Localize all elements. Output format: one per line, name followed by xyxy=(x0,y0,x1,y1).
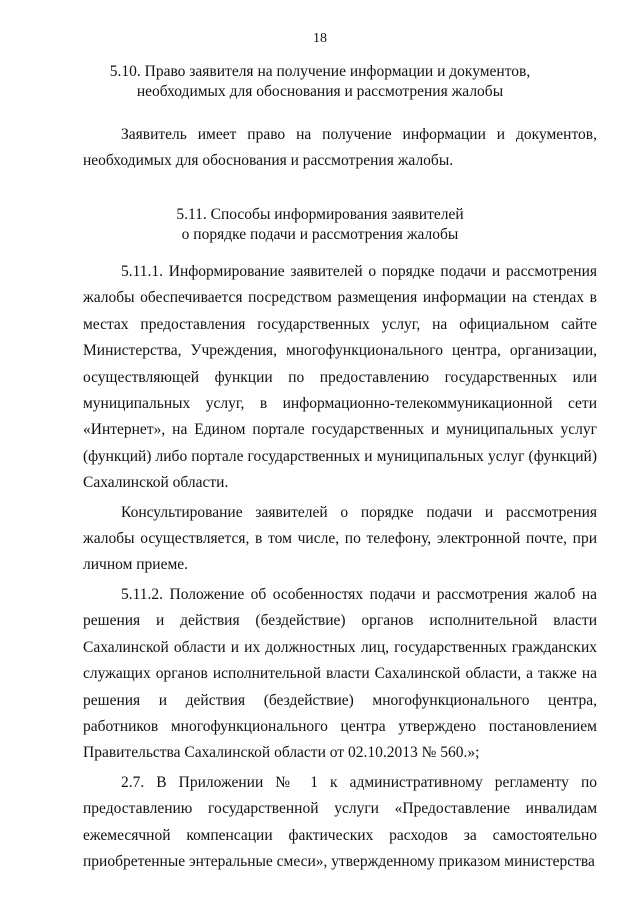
section-5-10-title-line2: необходимых для обоснования и рассмотрения жалобы xyxy=(136,83,504,100)
paragraph-5-11-2: 5.11.2. Положение об особенностях подачи и рассмотрения жалоб на решения и действия (бездействие) органов исполнительной власти Сахалинской области и их должностных лиц, государственных гражданских служащих органов исполнительной власти Сахалинской области, а также на решения и действия (бездействие) многофункционального центра, работников многофункционального центра утверждено постановлением Правительства Сахалинской области от 02.10.2013 № 560.»; xyxy=(83,585,597,762)
section-5-11-body xyxy=(83,259,597,875)
section-5-10-title-line1: 5.10. Право заявителя на получение информации и документов, xyxy=(109,63,531,80)
paragraph-2-7: 2.7. В Приложении № 1 к административному регламенту по предоставлению государственной услуги «Предоставление инвалидам ежемесячной компенсации фактических расходов за самостоятельно приобретенные энтеральные смеси», утвержденному приказом министерства xyxy=(83,773,597,870)
paragraph-consultation: Консультирование заявителей о порядке подачи и рассмотрения жалобы осуществляется, в том числе, по телефону, электронной почте, при личном приеме. xyxy=(83,503,597,574)
page-number: 18 xyxy=(313,31,327,46)
section-5-10-heading xyxy=(0,62,640,102)
section-5-10-paragraph: Заявитель имеет право на получение информации и документов, необходимых для обоснования и рассмотрения жалобы. xyxy=(83,126,597,170)
section-5-11-heading xyxy=(0,205,640,245)
paragraph-5-11-1: 5.11.1. Информирование заявителей о порядке подачи и рассмотрения жалобы обеспечивается посредством размещения информации на стендах в местах предоставления государственных услуг, на официальном сайте Министерства, Учреждения, многофункционального центра, организации, осуществляющей функции по предоставлению государственных или муниципальных услуг, в информационно-телекоммуникационной сети «Интернет», на Едином портале государственных и муниципальных услуг (функций) либо портале государственных и муниципальных услуг (функций) Сахалинской области. xyxy=(83,263,597,492)
section-5-11-title-line2: о порядке подачи и рассмотрения жалобы xyxy=(181,226,459,243)
section-5-10-body xyxy=(83,122,597,175)
section-5-11-title-line1: 5.11. Способы информирования заявителей xyxy=(176,206,464,223)
